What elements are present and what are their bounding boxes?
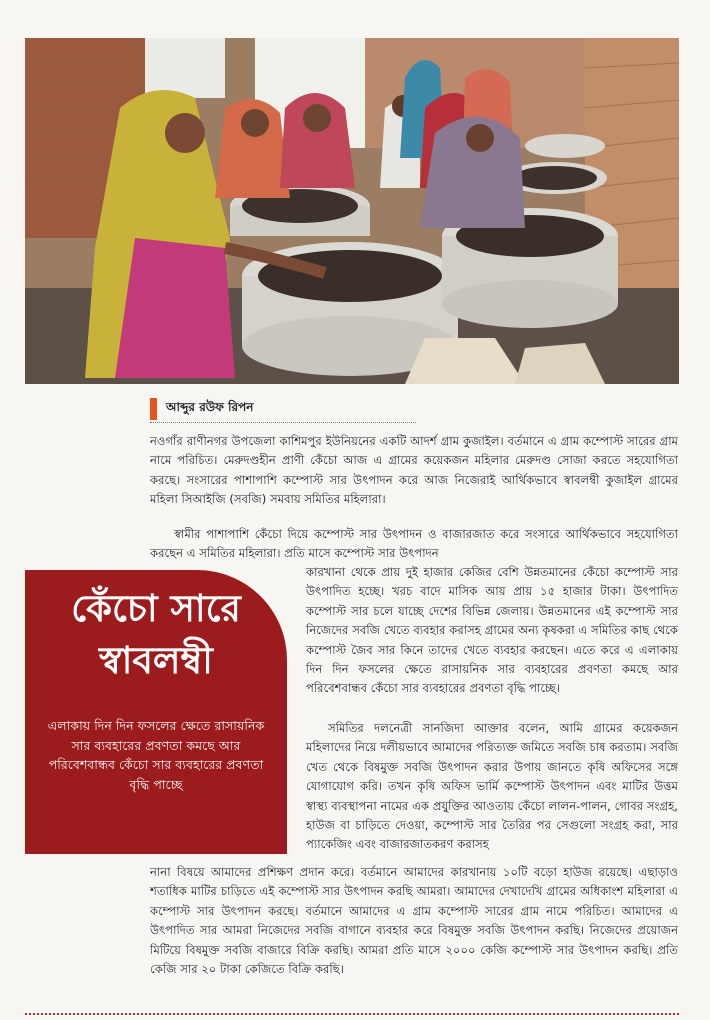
byline-author: আব্দুর রউফ রিপন — [166, 400, 254, 414]
article-photo — [25, 38, 679, 384]
paragraph-women-support-continued: কারখানা থেকে প্রায় দুই হাজার কেজির বেশি উন্নতমানের কেঁচো কম্পোস্ট সার উৎপাদিত হচ্ছে। খরচ বাদে মাসিক আয় প্রায় ১৫ হাজার টাকা। উৎপাদিত কম্পোস্ট সার চলে যাচ্ছে দেশের বিভিন্ন জেলায়। উন্নতমানের এই কম্পোস্ট সার নিজেদের সবজি খেতে ব্যবহার করাসহ গ্রামের অন্য কৃষকরা এ সমিতির কাছ থেকে কম্পোস্ট জৈব সার কিনে তাদের খেতে ব্যবহার করছেন। এতে করে এ এলাকায় দিন দিন ফসলের ক্ষেতে রাসায়নিক সার ব্যবহারের প্রবণতা কমছে আর পরিবেশবান্ধব কেঁচো সার ব্যবহারের প্রবণতা বৃদ্ধি পাচ্ছে। — [306, 565, 678, 696]
footer-dotted-rule — [25, 1013, 679, 1015]
byline — [150, 396, 416, 423]
headline-deck: এলাকায় দিন দিন ফসলের ক্ষেতে রাসায়নিক সার ব্যবহারের প্রবণতা কমছে আর পরিবেশবান্ধব কেঁচো সার ব্যবহারের প্রবণতা বৃদ্ধি পাচ্ছে — [47, 718, 265, 792]
paragraph-women-support-start: স্বামীর পাশাপাশি কেঁচো দিয়ে কম্পোস্ট সার উৎপাদন ও বাজারজাত করে সংসারে আর্থিকভাবে সহযোগিতা করছেন এ সমিতির মহিলারা। প্রতি মাসে কম্পোস্ট সার উৎপাদন — [150, 527, 678, 561]
byline-accent-bar — [150, 398, 157, 420]
headline-callout-box — [25, 570, 287, 854]
headline: কেঁচো সারে স্বাবলম্বী — [71, 586, 241, 682]
paragraph-intro: নওগাঁর রাণীনগর উপজেলা কাশিমপুর ইউনিয়নের একটি আদর্শ গ্রাম কুজাইল। বর্তমানে এ গ্রাম কম্পোস্ট সারের গ্রাম নামে পরিচিত। মেরুদণ্ডহীন প্রাণী কেঁচো আজ এ গ্রামের কয়েকজন মহিলার মেরুদণ্ড সোজা করতে সহযোগিতা করছে। সংসারের পাশাপাশি কম্পোস্ট সার উৎপাদন করে আজ নিজেরাই আর্থিকভাবে স্বাবলম্বী কুজাইল গ্রামের মহিলা সিআইজি (সবজি) সমবায় সমিতির মহিলারা। — [150, 434, 678, 507]
paragraph-training-production: নানা বিষয়ে আমাদের প্রশিক্ষণ প্রদান করে। বর্তমানে আমাদের কারখানায় ১০টি বড়ো হাউজ রয়েছে। এছাড়াও শতাধিক মাটির চাড়িতে এই কম্পোস্ট সার উৎপাদন করছি আমরা। আমাদের দেখাদেখি গ্রামের অধিকাংশ মহিলারা এ কম্পোস্ট সার উৎপাদন করছে। বর্তমানে আমাদের এ গ্রাম কম্পোস্ট সারের গ্রাম নামে পরিচিত। আমাদের এ উৎপাদিত সার আমরা নিজেদের সবজি বাগানে ব্যবহার করে বিষমুক্ত সবজি উৎপাদন করছি। নিজেদের প্রয়োজন মিটিয়ে বিষমুক্ত সবজি বাজারে বিক্রি করছি। আমরা প্রতি মাসে ২০০০ কেজি কম্পোস্ট সার উৎপাদন করছি। প্রতি কেজি সার ২০ টাকা কেজিতে বিক্রি করছি। — [150, 865, 678, 977]
photo-women-vermicompost — [25, 38, 679, 384]
paragraph-leader-quote: সমিতির দলনেত্রী সানজিদা আক্তার বলেন, আমি গ্রামের কয়েকজন মহিলাদের নিয়ে দলীয়ভাবে আমাদের পরিত্যক্ত জমিতে সবজি চাষ করতাম। সবজি খেত থেকে বিষমুক্ত সবজি উৎপাদন করার উপায় জানতে কৃষি অফিসের সঙ্গে যোগাযোগ করি। তখন কৃষি অফিস ভার্মি কম্পোস্ট উৎপাদন এবং মাটির উত্তম স্বাস্থ্য ব্যবস্থাপনা নামের এক প্রযুক্তির আওতায় কেঁচো লালন-পালন, গোবর সংগ্রহ, হাউজ বা চাড়িতে দেওয়া, কম্পোস্ট সার তৈরির পর সেগুলো সংগ্রহ করা, সার প্যাকেজিং এবং বাজারজাতকরণ করাসহ — [306, 721, 678, 852]
